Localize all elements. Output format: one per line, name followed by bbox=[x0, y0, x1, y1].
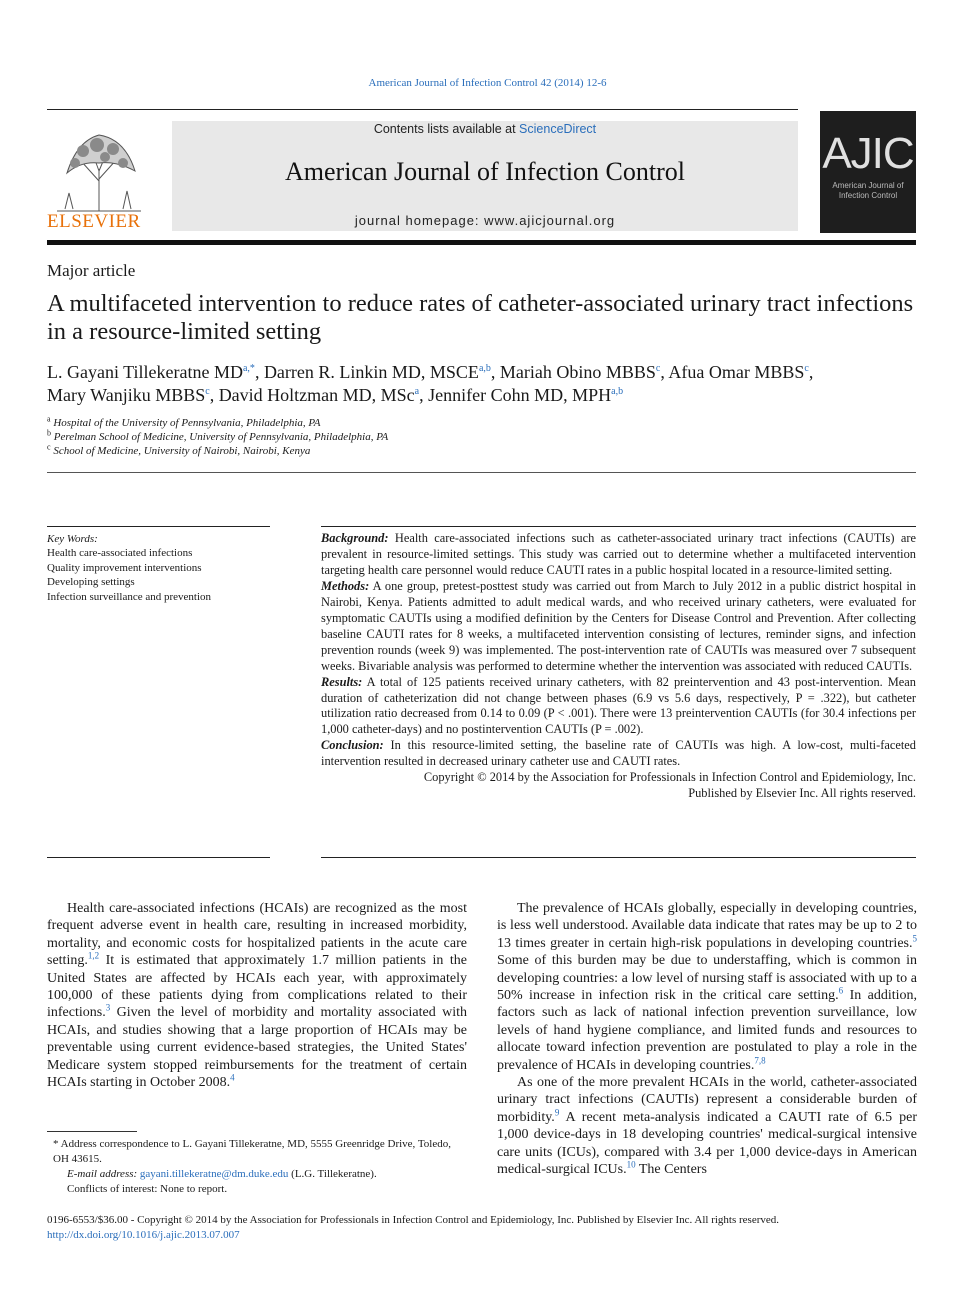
reference-link[interactable]: 4 bbox=[230, 1072, 235, 1083]
journal-name: American Journal of Infection Control bbox=[285, 157, 685, 186]
title-rule bbox=[47, 472, 916, 473]
sciencedirect-link[interactable]: ScienceDirect bbox=[519, 122, 597, 136]
email-link[interactable]: gayani.tillekeratne@dm.duke.edu bbox=[139, 1168, 289, 1180]
keyword: Quality improvement interventions bbox=[47, 561, 202, 574]
abstract-publisher: Published by Elsevier Inc. All rights reserved. bbox=[688, 786, 916, 801]
email-suffix: (L.G. Tillekeratne). bbox=[288, 1168, 377, 1180]
conclusion-text: In this resource-limited setting, the baseline rate of CAUTIs was high. A low-cost, multi-faceted intervention resulted in decreased urinary catheter use and CAUTI rates. bbox=[321, 738, 916, 769]
author-affiliation-mark[interactable]: c bbox=[205, 386, 210, 397]
footnote-address-text: Address correspondence to L. Gayani Tillekeratne, MD, 5555 Greenridge Drive, Toledo, OH 43615. bbox=[53, 1138, 451, 1165]
reference-link[interactable]: 3 bbox=[105, 1002, 111, 1013]
author-separator: , bbox=[209, 385, 219, 405]
body-column-left bbox=[47, 900, 467, 1091]
body-text: Given the level of morbidity and mortality associated with HCAIs, and studies showing that a large proportion of HCAIs may be preventable using current evidence-based strategies, the United States' Medicare system stopped reimbursements for the treatment of certain HCAIs starting in October 2008. bbox=[47, 1005, 467, 1091]
author-separator: , bbox=[808, 362, 814, 382]
author-name: Afua Omar MBBS bbox=[668, 362, 805, 382]
author-separator: , bbox=[490, 362, 500, 382]
reference-link[interactable]: 6 bbox=[838, 985, 844, 996]
reference-link[interactable]: 10 bbox=[626, 1159, 636, 1170]
results-text: A total of 125 patients received urinary catheters, with 82 preintervention and 43 post-intervention. Mean duration of catheterization did not change between phases (6.9 vs 5.6 days, respectively, P = .322), but catheter utilization ratio decreased from 0.14 to 0.09 (P < .001). There were 13 preintervention CAUTIs (for 30.4 infections per 1,000 catheter-days) and no postintervention CAUTIs (P = .002). bbox=[321, 674, 916, 737]
affiliation bbox=[47, 416, 927, 430]
author-separator: , bbox=[254, 362, 264, 382]
body-column-right bbox=[497, 900, 917, 1179]
footnote-mark: * bbox=[53, 1138, 59, 1150]
body-text: A recent meta-analysis indicated a CAUTI rate of 6.5 per 1,000 device-days in 18 developing countries' medical-surgical intensive care units (ICUs), compared with 3.4 per 1,000 device-days in American medical-surgical ICUs. bbox=[497, 1109, 917, 1178]
keyword: Infection surveillance and prevention bbox=[47, 590, 212, 603]
reference-link[interactable]: 1,2 bbox=[87, 950, 100, 961]
body-text: Some of this burden may be due to understaffing, which is common in developing countries: a low level of nursing staff is associated with up to a 50% increase in infection risk in the critical care setting. bbox=[497, 953, 917, 1004]
author-affiliation-mark[interactable]: a,b bbox=[611, 386, 624, 397]
body-text: Health care-associated infections (HCAIs) are recognized as the most frequent adverse event in health care, resulting in increased morbidity, mortality, and economic costs for hospitalized patients in the acute care setting. bbox=[47, 901, 467, 969]
body-text: The prevalence of HCAIs globally, especially in developing countries, is less well understood. Available data indicate that rates may be up to 2 to 13 times greater in certain high-risk populations in developing countries. bbox=[497, 901, 917, 951]
author-separator: , bbox=[660, 362, 669, 382]
keywords-box bbox=[47, 532, 270, 604]
keyword: Health care-associated infections bbox=[47, 547, 193, 560]
footnote-email bbox=[47, 1167, 467, 1182]
abstract-background bbox=[321, 531, 916, 579]
body-paragraph bbox=[47, 900, 467, 1091]
footnote-conflicts: Conflicts of interest: None to report. bbox=[67, 1183, 228, 1195]
author-affiliation-mark[interactable]: c bbox=[804, 363, 809, 374]
elsevier-tree-logo bbox=[47, 121, 151, 213]
body-text: In addition, factors such as lack of national infection prevention surveillance, low levels of hand hygiene compliance, and limited funds and resources to allocate toward infection prevention are postulated to play a role in the prevalence of HCAIs in developing countries. bbox=[497, 988, 917, 1073]
keywords-rule-top bbox=[47, 526, 270, 527]
email-label: E-mail address: bbox=[67, 1168, 140, 1180]
body-text: The Centers bbox=[635, 1162, 707, 1178]
author-affiliation-mark[interactable]: c bbox=[655, 363, 661, 374]
abstract-methods bbox=[321, 579, 916, 675]
keywords-rule-bottom bbox=[47, 857, 270, 858]
affiliation bbox=[47, 444, 927, 458]
footer-copyright: 0196-6553/$36.00 - Copyright © 2014 by the Association for Professionals in Infection Control and Epidemiology, Inc. Published by Elsevier Inc. All rights reserved. bbox=[47, 1214, 780, 1226]
journal-banner bbox=[172, 121, 798, 231]
abstract bbox=[321, 531, 916, 802]
journal-homepage[interactable]: journal homepage: www.ajicjournal.org bbox=[354, 213, 616, 228]
results-label: Results: bbox=[321, 674, 363, 689]
background-text: Health care-associated infections such as catheter-associated urinary tract infections (CAUTIs) are prevalent in resource-limited settings. This study was carried out to determine whether a multifaceted intervention targeting health care personnel would reduce CAUTI rates in a public hospital located in a resource-limited setting. bbox=[321, 531, 916, 577]
contents-prefix: Contents lists available at bbox=[373, 122, 520, 136]
doi-link[interactable]: http://dx.doi.org/10.1016/j.ajic.2013.07.007 bbox=[47, 1228, 240, 1241]
author-name: Jennifer Cohn MD, MPH bbox=[428, 385, 612, 405]
author-name: L. Gayani Tillekeratne MD bbox=[47, 362, 243, 382]
journal-cover-logo bbox=[820, 111, 916, 233]
reference-link[interactable]: 7,8 bbox=[754, 1055, 766, 1065]
body-paragraph bbox=[497, 900, 917, 1074]
header-rule bbox=[47, 109, 798, 110]
author-affiliation-mark[interactable]: a,b bbox=[478, 363, 491, 374]
elsevier-logo-text: ELSEVIER bbox=[47, 211, 141, 232]
conclusion-label: Conclusion: bbox=[321, 738, 384, 753]
keywords-label: Key Words: bbox=[47, 533, 98, 545]
ajic-logo-text: AJIC bbox=[822, 129, 914, 178]
author-separator: , bbox=[419, 385, 429, 405]
author-name: Darren R. Linkin MD, MSCE bbox=[263, 362, 479, 382]
correspondence-footnote bbox=[47, 1137, 467, 1197]
article-title: A multifaceted intervention to reduce rates of catheter-associated urinary tract infections in a resource-limited setting bbox=[47, 290, 914, 345]
reference-link[interactable]: 5 bbox=[912, 933, 917, 944]
abstract-results bbox=[321, 675, 916, 739]
header-thick-rule bbox=[47, 240, 916, 245]
journal-citation[interactable]: American Journal of Infection Control 42 (2014) 12-6 bbox=[368, 77, 607, 89]
body-text: As one of the more prevalent HCAIs in the world, catheter-associated urinary tract infections (CAUTIs) represent a considerable burden of morbidity. bbox=[497, 1075, 917, 1125]
author-name: David Holtzman MD, MSc bbox=[218, 385, 415, 405]
ajic-subtitle-line: Infection Control bbox=[838, 191, 898, 200]
abstract-copyright: Copyright © 2014 by the Association for Professionals in Infection Control and Epidemiology, Inc. bbox=[423, 770, 916, 785]
contents-available bbox=[172, 122, 798, 136]
abstract-conclusion bbox=[321, 738, 916, 770]
methods-label: Methods: bbox=[321, 578, 370, 593]
footnote-rule bbox=[47, 1131, 137, 1132]
author-name: Mary Wanjiku MBBS bbox=[47, 385, 206, 405]
author-name: Mariah Obino MBBS bbox=[499, 362, 656, 382]
methods-text: A one group, pretest-posttest study was carried out from March to July 2012 in a public district hospital in Nairobi, Kenya. Patients admitted to adult medical wards, and who received urinary catheters, were evaluated for symptomatic CAUTIs using a modified definition by the Centers for Disease Control and Prevention. After collecting baseline CAUTI rates for 8 weeks, a multifaceted intervention consisting of lectures, reminder signs, and infection prevention rounds (week 9) was implemented. The post-intervention rate of CAUTIs was measured over 7 subsequent weeks. Bivariable analysis was performed to determine whether the intervention was associated with reduced CAUTIs. bbox=[321, 578, 916, 673]
author-list bbox=[47, 361, 927, 407]
article-type: Major article bbox=[47, 261, 136, 280]
body-paragraph bbox=[497, 1074, 917, 1178]
affiliation-mark: b bbox=[47, 428, 51, 438]
page-footer bbox=[47, 1213, 927, 1242]
author-affiliation-mark[interactable]: a bbox=[414, 386, 420, 397]
affiliation bbox=[47, 430, 927, 444]
background-label: Background: bbox=[321, 531, 389, 545]
ajic-subtitle-line: American Journal of bbox=[832, 181, 904, 190]
affiliation-list bbox=[47, 416, 927, 458]
affiliation-mark: c bbox=[47, 442, 51, 452]
affiliation-text: Hospital of the University of Pennsylvania, Philadelphia, PA bbox=[50, 417, 321, 429]
author-affiliation-mark[interactable]: a,* bbox=[242, 363, 255, 374]
abstract-rule-bottom bbox=[321, 857, 916, 858]
footnote-address bbox=[47, 1137, 467, 1167]
affiliation-text: Perelman School of Medicine, University of Pennsylvania, Philadelphia, PA bbox=[51, 431, 389, 443]
affiliation-text: School of Medicine, University of Nairobi, Nairobi, Kenya bbox=[50, 445, 311, 457]
affiliation-mark: a bbox=[47, 414, 51, 424]
keyword: Developing settings bbox=[47, 576, 135, 589]
ajic-logo-subtitle bbox=[820, 181, 916, 201]
reference-link[interactable]: 9 bbox=[554, 1107, 560, 1118]
body-text: It is estimated that approximately 1.7 million patients in the United States are affected by HCAIs each year, with approximately 100,000 of these patients dying from complications related to their infections. bbox=[47, 953, 467, 1021]
abstract-rule-top bbox=[321, 526, 916, 527]
